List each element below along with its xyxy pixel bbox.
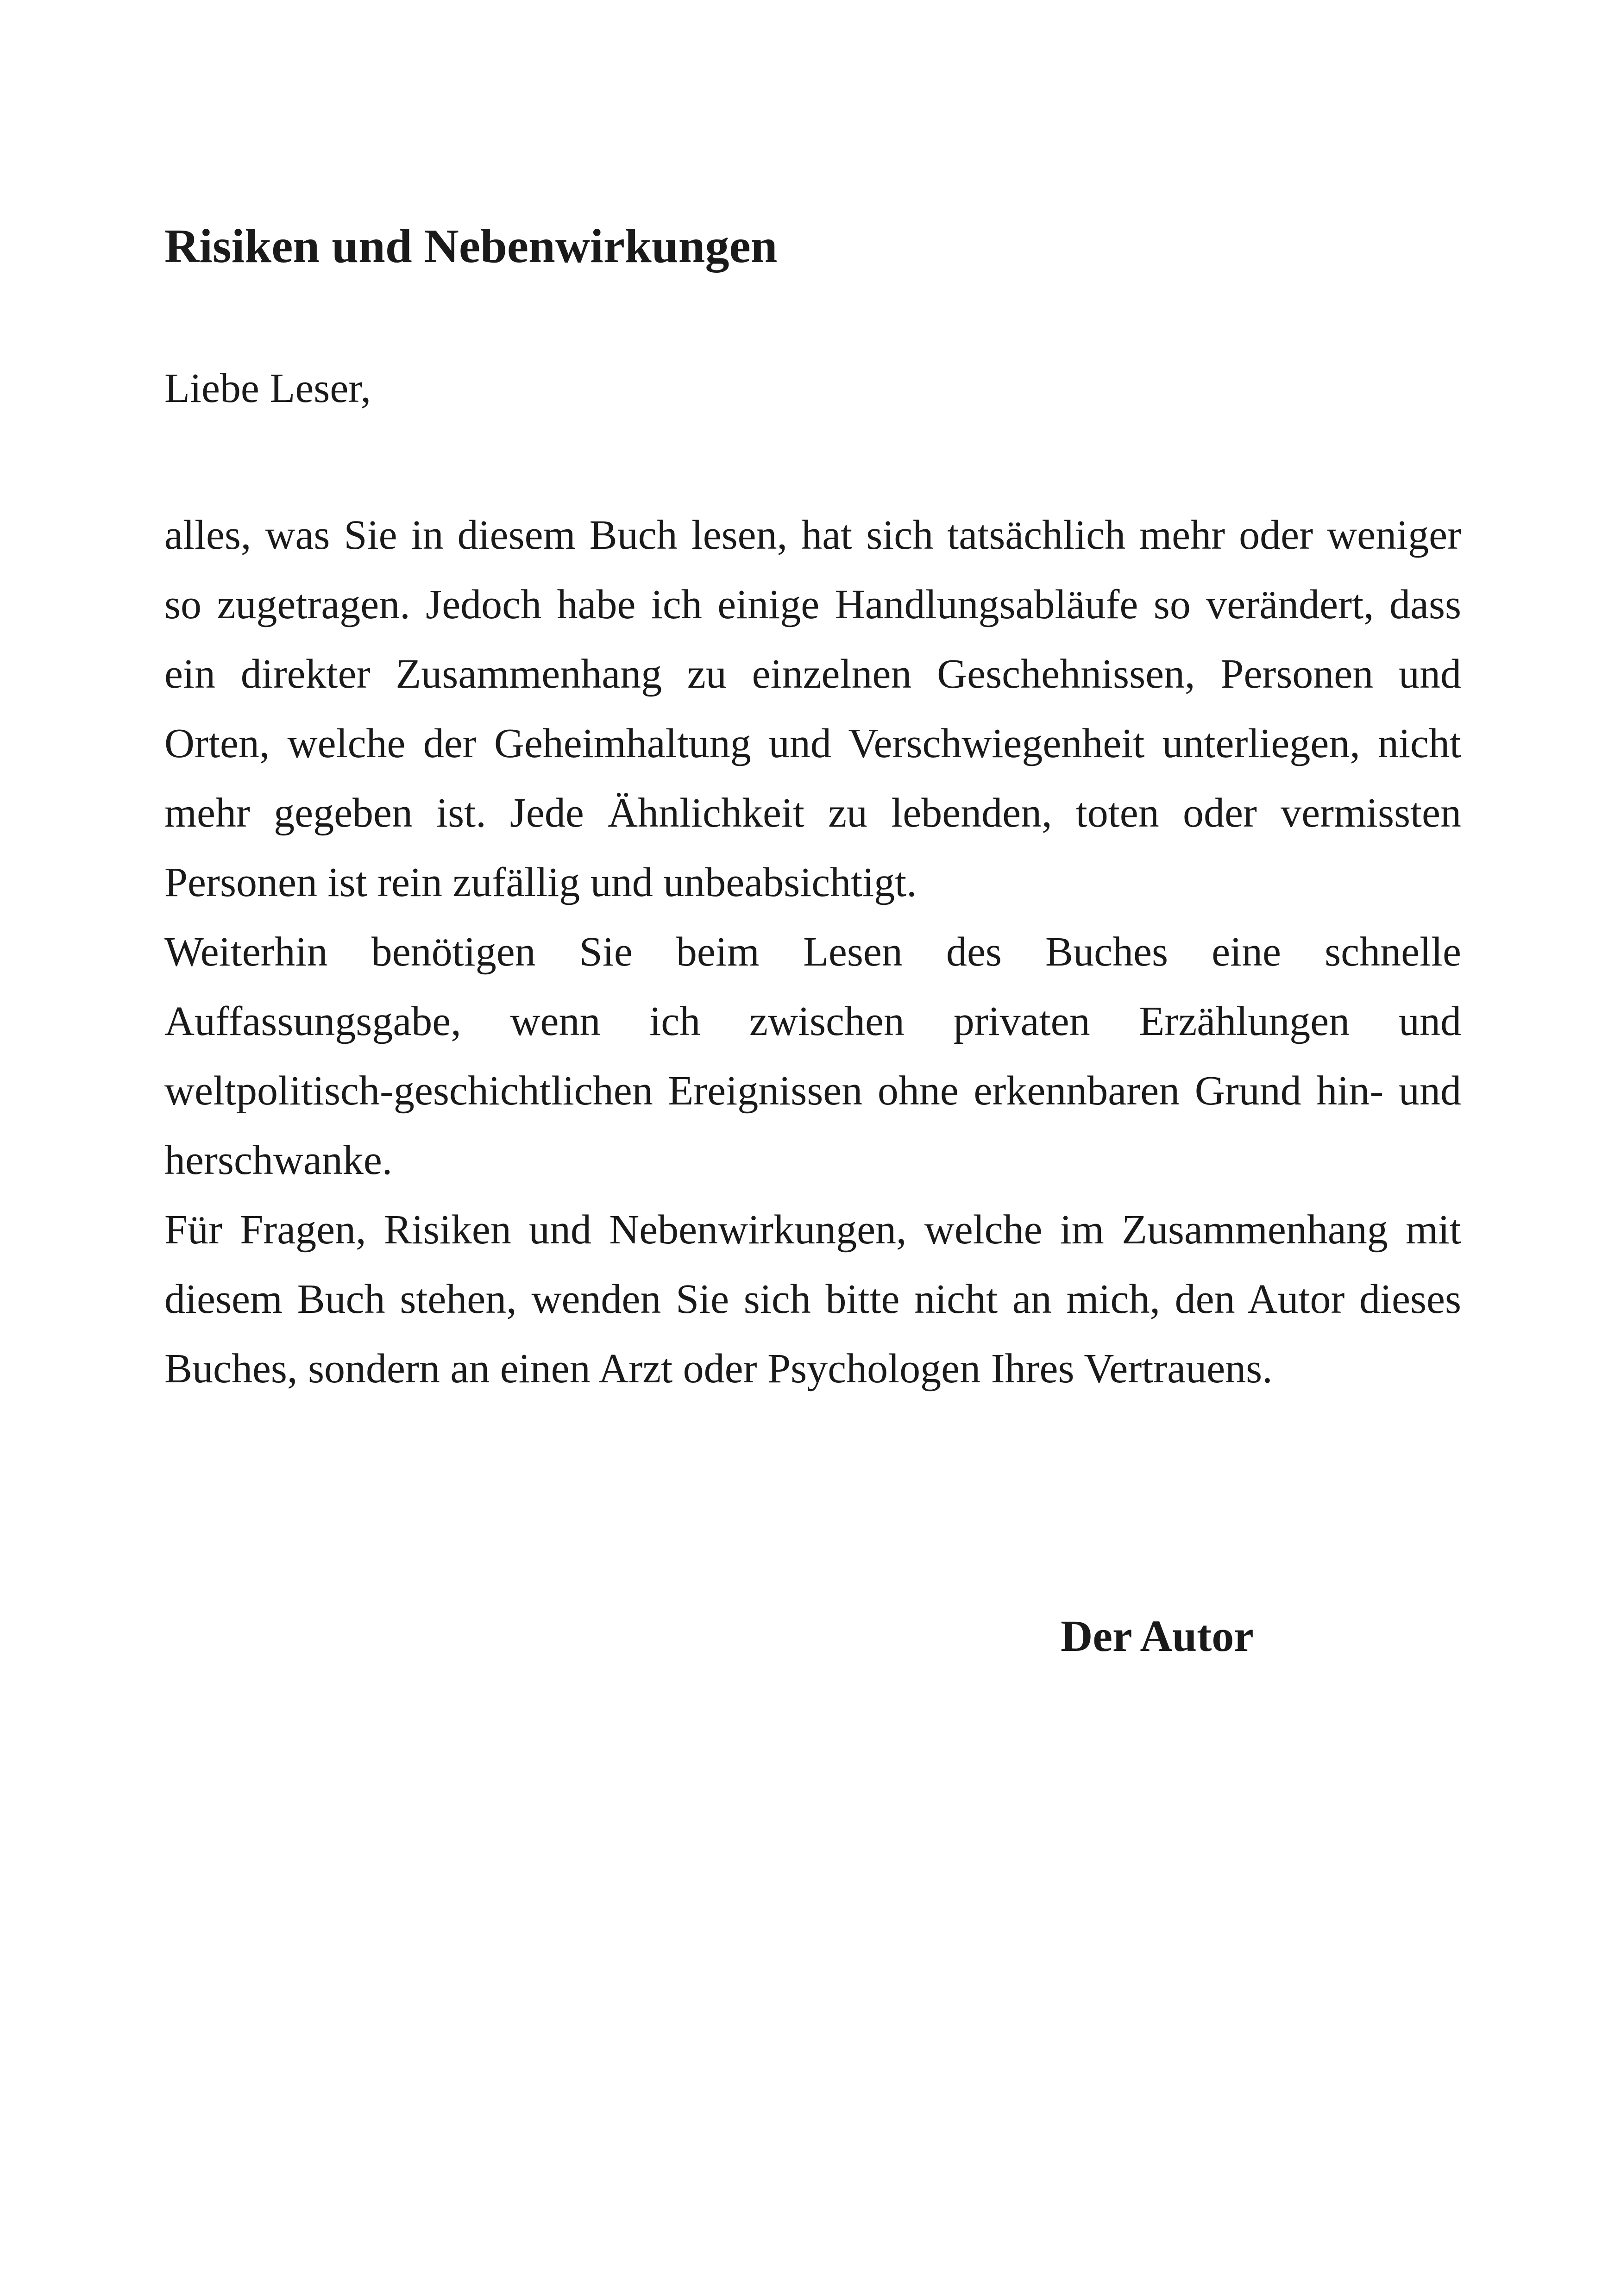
paragraph-questions: Für Fragen, Risiken und Nebenwirkungen, welche im Zusammenhang mit diesem Buch stehen, wenden Sie sich bitte nicht an mich, den Autor dieses Buches, sondern an einen Arzt oder Psychologen Ihres Vertrauens. (164, 1206, 1461, 1392)
body-text (164, 501, 1461, 1404)
salutation: Liebe Leser, (164, 365, 371, 411)
paragraph-disclaimer: alles, was Sie in diesem Buch lesen, hat sich tatsächlich mehr oder weniger so zugetragen. Jedoch habe ich einige Handlungsabläufe so verändert, dass ein direkter Zusammenhang zu einzelnen Geschehnissen, Personen und Orten, welche der Geheimhaltung und Verschwiegenheit unterliegen, nicht mehr gegeben ist. Jede Ähnlichkeit zu lebenden, toten oder vermissten Personen ist rein zufällig und unbeabsichtigt. (164, 512, 1461, 905)
document-content (164, 218, 1461, 1404)
page-title: Risiken und Nebenwirkungen (164, 220, 778, 273)
paragraph-reading-notice: Weiterhin benötigen Sie beim Lesen des Buches eine schnelle Auffassungsgabe, wenn ich zwischen privaten Erzählungen und weltpolitisch-geschichtlichen Ereignissen ohne erkennbaren Grund hin- und herschwanke. (164, 928, 1461, 1183)
signature: Der Autor (1061, 1611, 1254, 1661)
